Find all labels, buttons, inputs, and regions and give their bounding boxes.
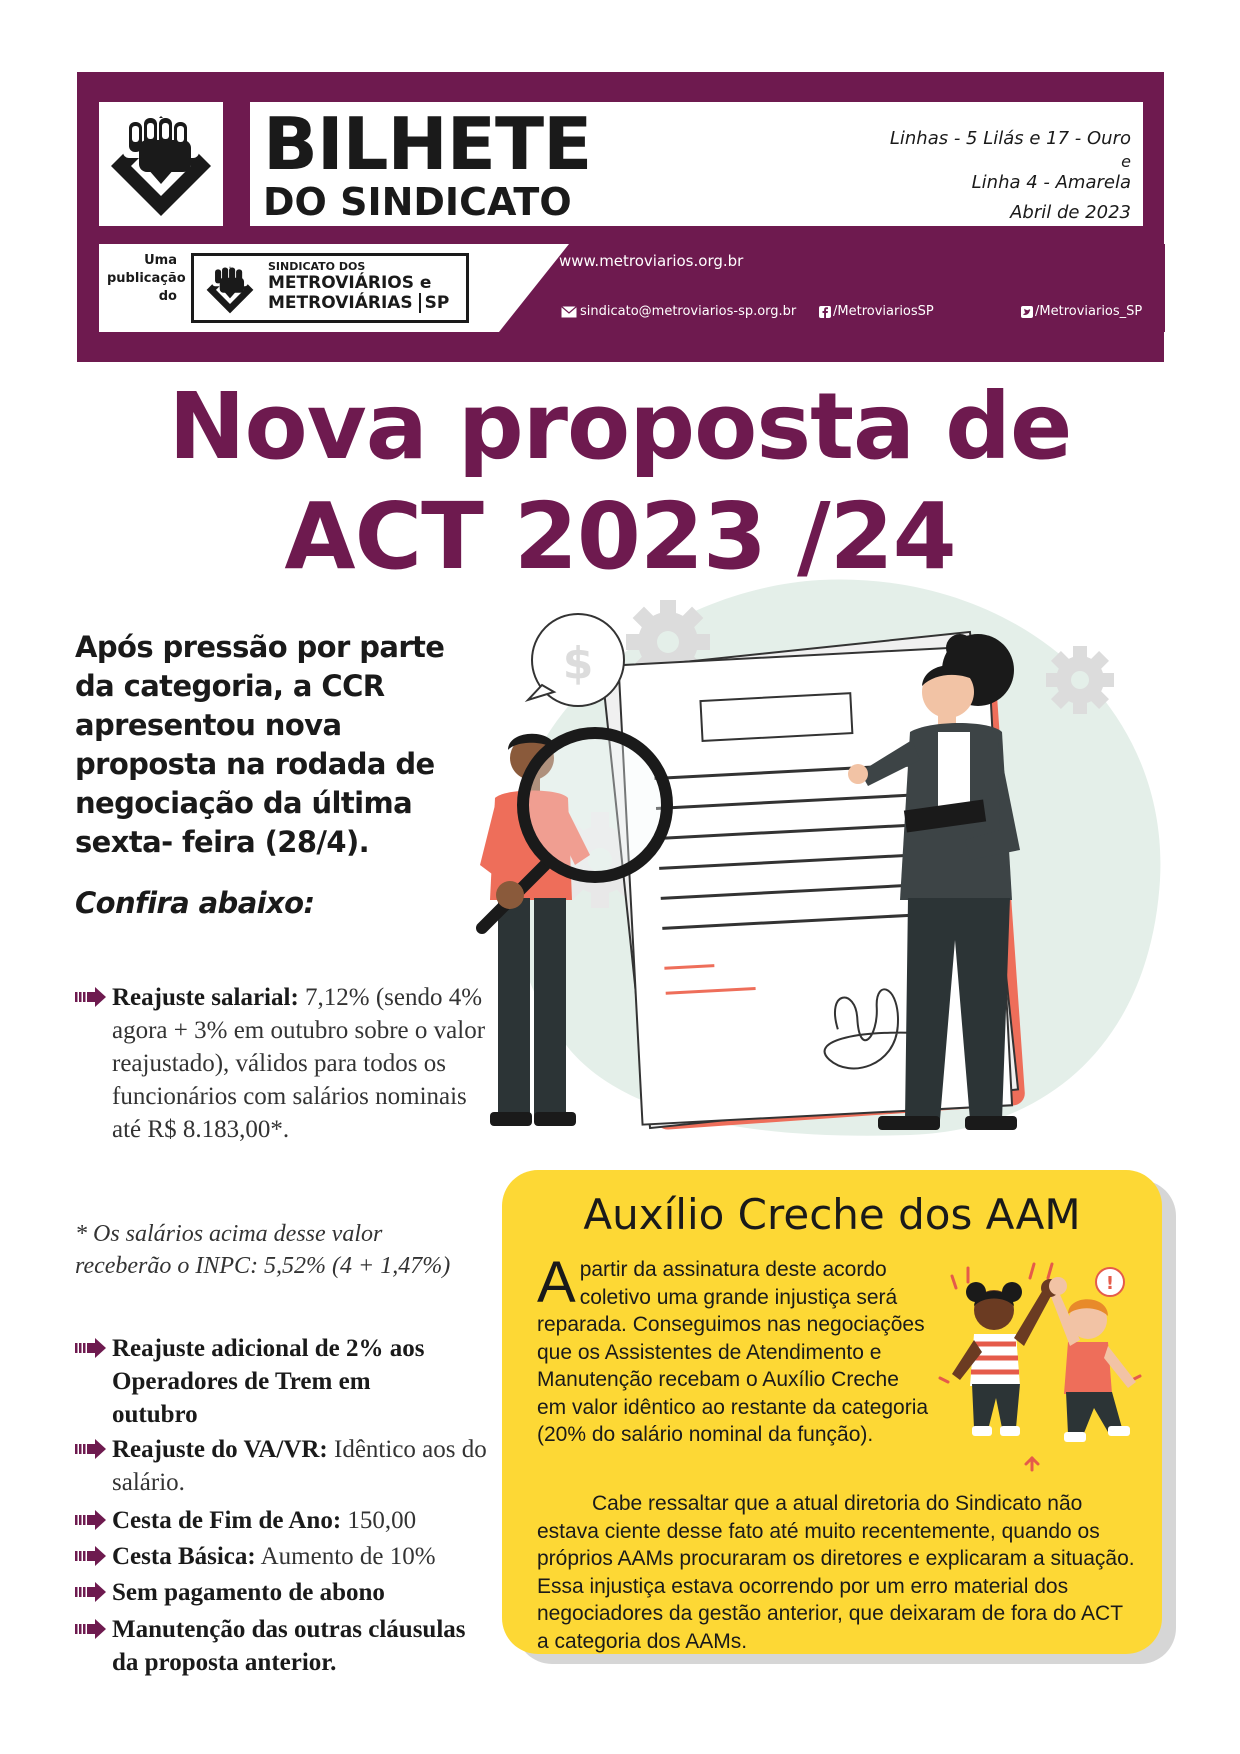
aux-paragraph-2: Cabe ressaltar que a atual diretoria do Sindicato não estava ciente desse fato até muito recentemente, quando os próprios AAMs procuraram os diretores e explicaram a situação. Essa injustiça estava ocorrendo por um erro material dos negociadores da gestão anterior, que deixaram de fora do ACT a categoria dos AAMs. [537,1492,1135,1653]
auxilio-creche-box [502,1170,1162,1654]
website-link[interactable]: www.metroviarios.org.br [559,252,744,270]
bullet-reajuste-salarial: Reajuste salarial: 7,12% (sendo 4% agora + 3% em outubro sobre o valor reajustado), válidos para todos os funcionários com salários nominais até R$ 8.183,00*. [75,981,495,1146]
bullet-manutencao: Manutenção das outras cláusulas da proposta anterior. [75,1613,495,1679]
twitter-icon [1021,306,1033,318]
masthead-title: BILHETE [263,102,592,186]
union-wordmark [191,253,469,323]
bullet-cesta-fim-de-ano: Cesta de Fim de Ano: 150,00 [75,1504,495,1537]
envelope-icon [561,306,577,318]
arrow-icon [75,1582,107,1602]
email-link[interactable]: sindicato@metroviarios-sp.org.br [561,304,796,319]
aux-title: Auxílio Creche dos AAM [583,1190,1081,1239]
arrow-icon [75,1546,107,1566]
union-name: SINDICATO DOS METROVIÁRIOS e METROVIÁRIAS SP [268,260,450,313]
arrow-icon [75,1439,107,1459]
facebook-link[interactable]: /MetroviariosSP [819,304,934,319]
arrow-icon [75,987,107,1007]
bullet-sem-abono: Sem pagamento de abono [75,1576,495,1609]
publisher-strip [99,244,1165,332]
svg-text:$: $ [562,638,594,689]
svg-text:!: ! [1105,1273,1115,1294]
masthead [77,72,1164,362]
issue-date: Abril de 2023 [1010,202,1131,223]
union-logo [99,102,223,226]
bullet-reajuste-va-vr: Reajuste do VA/VR: Idêntico aos do salário. [75,1433,495,1499]
salary-footnote: * Os salários acima desse valor receberão o INPC: 5,52% (4 + 1,47%) [75,1221,451,1279]
dollar-bubble-icon [528,614,624,706]
bullet-reajuste-adicional: Reajuste adicional de 2% aos Operadores de Trem em outubro [75,1332,495,1431]
bullet-cesta-basica: Cesta Básica: Aumento de 10% [75,1540,495,1573]
children-high-five-illustration [932,1258,1147,1483]
publication-label: Uma publicação do [107,253,186,304]
masthead-subtitle: DO SINDICATO [263,180,572,224]
arrow-icon [75,1619,107,1639]
facebook-icon [819,306,831,318]
confira-label: Confira abaixo: [75,886,315,920]
raised-fist-icon [99,102,223,226]
headline: Nova proposta de ACT 2023 /24 [168,373,1072,590]
lines-info-2: e [1121,152,1131,171]
aux-paragraph-1: Apartir da assinatura deste acordo coletivo uma grande injustiça será reparada. Conseguimos nas negociações que os Assistentes de Atendimento e Manutenção recebam o Auxílio Creche em valor idêntico ao restante da categoria (20% do salário nominal da função). [537,1250,929,1446]
lines-info-1: Linhas - 5 Lilás e 17 - Ouro [889,128,1131,149]
masthead-title-box [250,102,1143,226]
gear-icon [1046,646,1114,714]
lines-info-3: Linha 4 - Amarela [971,172,1131,193]
twitter-link[interactable]: /Metroviarios_SP [1021,304,1142,319]
small-fist-icon [200,260,260,318]
drop-cap: A [537,1250,576,1315]
arrow-icon [75,1510,107,1530]
arrow-icon [75,1338,107,1358]
document-review-illustration [450,560,1180,1180]
intro-text: Após pressão por parte da categoria, a CCR apresentou nova proposta na rodada de negociação da última sexta- feira (28/4). [75,630,445,859]
